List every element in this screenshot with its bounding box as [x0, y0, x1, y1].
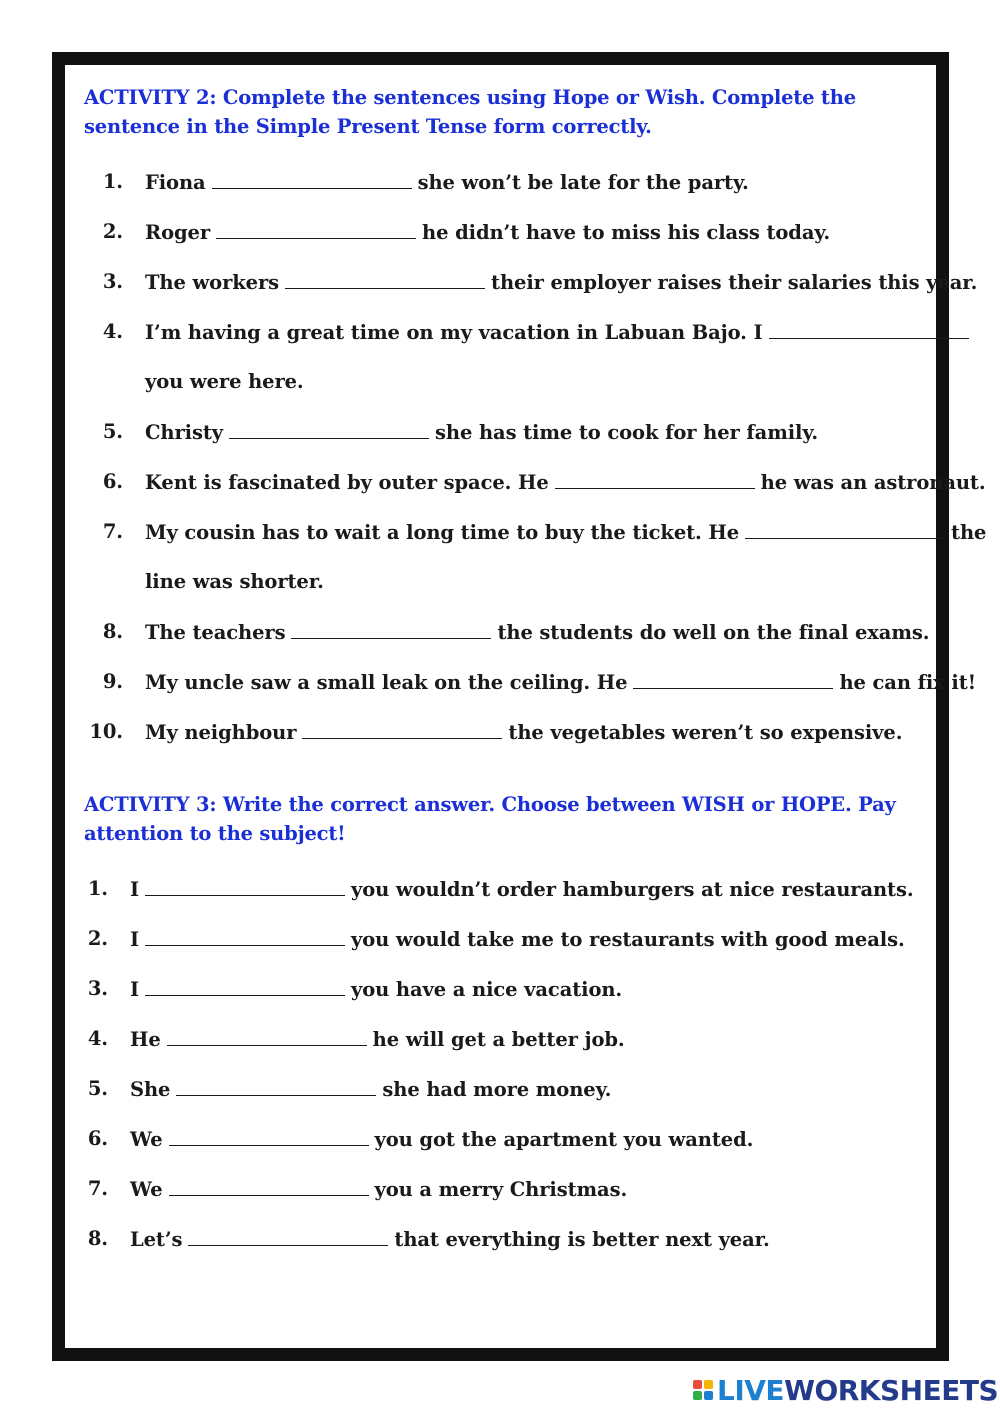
- item-number: 2.: [102, 220, 123, 243]
- item-number: 6.: [102, 470, 123, 493]
- sentence-start: Fiona: [145, 171, 206, 194]
- activity-2-heading: ACTIVITY 2: Complete the sentences using Hope or Wish. Complete the sentence in the Simple Present Tense form correctly.: [84, 86, 856, 138]
- answer-blank[interactable]: [633, 670, 833, 689]
- sentence-end: she had more money.: [382, 1078, 612, 1101]
- answer-blank[interactable]: [302, 720, 502, 739]
- sentence-start: My uncle saw a small leak on the ceiling. He: [145, 671, 628, 694]
- sentence-start: My cousin has to wait a long time to buy the ticket. He: [145, 521, 740, 544]
- answer-blank[interactable]: [212, 170, 412, 189]
- item-number: 4.: [87, 1027, 108, 1050]
- sentence-end: he can fix it!: [839, 671, 977, 694]
- sentence-start: Christy: [145, 421, 223, 444]
- answer-blank[interactable]: [216, 220, 416, 239]
- sentence-end: she won’t be late for the party.: [417, 171, 749, 194]
- item-number: 3.: [102, 270, 123, 293]
- sentence-continuation: line was shorter.: [145, 570, 324, 593]
- sentence-start: I: [130, 878, 140, 901]
- sentence-start: We: [130, 1178, 163, 1201]
- answer-blank[interactable]: [176, 1077, 376, 1096]
- logo-text-worksheets: WORKSHEETS: [784, 1373, 999, 1407]
- sentence-end: that everything is better next year.: [394, 1228, 770, 1251]
- sentence-end: she has time to cook for her family.: [435, 421, 819, 444]
- answer-blank[interactable]: [555, 470, 755, 489]
- item-number: 6.: [87, 1127, 108, 1150]
- answer-blank[interactable]: [229, 420, 429, 439]
- sentence-start: The teachers: [145, 621, 286, 644]
- worksheet-page: [65, 65, 936, 1348]
- sentence-start: Kent is fascinated by outer space. He: [145, 471, 549, 494]
- answer-blank[interactable]: [769, 320, 969, 339]
- sentence-start: I: [130, 978, 140, 1001]
- answer-blank[interactable]: [145, 927, 345, 946]
- answer-blank[interactable]: [745, 520, 945, 539]
- answer-blank[interactable]: [167, 1027, 367, 1046]
- item-number: 8.: [87, 1227, 108, 1250]
- sentence-start: He: [130, 1028, 161, 1051]
- sentence-end: you wouldn’t order hamburgers at nice restaurants.: [351, 878, 914, 901]
- sentence-end: you would take me to restaurants with good meals.: [351, 928, 905, 951]
- liveworksheets-logo: [693, 1373, 998, 1407]
- sentence-start: My neighbour: [145, 721, 297, 744]
- sentence-start: I: [130, 928, 140, 951]
- sentence-end: he will get a better job.: [372, 1028, 625, 1051]
- sentence-start: We: [130, 1128, 163, 1151]
- item-number: 3.: [87, 977, 108, 1000]
- answer-blank[interactable]: [169, 1127, 369, 1146]
- activity-3-heading: ACTIVITY 3: Write the correct answer. Choose between WISH or HOPE. Pay attention to the subject!: [84, 793, 896, 845]
- answer-blank[interactable]: [285, 270, 485, 289]
- sentence-end: the: [951, 521, 987, 544]
- item-number: 10.: [89, 720, 123, 743]
- item-number: 5.: [102, 420, 123, 443]
- logo-text-live: LIVE: [717, 1373, 785, 1407]
- item-number: 1.: [102, 170, 123, 193]
- item-number: 5.: [87, 1077, 108, 1100]
- sentence-end: the vegetables weren’t so expensive.: [508, 721, 903, 744]
- sentence-end: you a merry Christmas.: [374, 1178, 628, 1201]
- item-number: 9.: [102, 670, 123, 693]
- answer-blank[interactable]: [188, 1227, 388, 1246]
- sentence-continuation: you were here.: [145, 370, 304, 393]
- item-number: 8.: [102, 620, 123, 643]
- sentence-start: The workers: [145, 271, 280, 294]
- sentence-end: you got the apartment you wanted.: [374, 1128, 754, 1151]
- logo-mark-icon: [693, 1380, 713, 1400]
- answer-blank[interactable]: [169, 1177, 369, 1196]
- sentence-start: Roger: [145, 221, 211, 244]
- item-number: 7.: [102, 520, 123, 543]
- sentence-end: the students do well on the final exams.: [497, 621, 930, 644]
- sentence-start: Let’s: [130, 1228, 183, 1251]
- answer-blank[interactable]: [145, 977, 345, 996]
- sentence-start: I’m having a great time on my vacation in Labuan Bajo. I: [145, 321, 763, 344]
- sentence-end: he didn’t have to miss his class today.: [422, 221, 831, 244]
- sentence-end: their employer raises their salaries this year.: [491, 271, 978, 294]
- sentence-end: he was an astronaut.: [760, 471, 986, 494]
- sentence-end: you have a nice vacation.: [351, 978, 623, 1001]
- item-number: 7.: [87, 1177, 108, 1200]
- item-number: 4.: [102, 320, 123, 343]
- item-number: 1.: [87, 877, 108, 900]
- item-number: 2.: [87, 927, 108, 950]
- answer-blank[interactable]: [291, 620, 491, 639]
- sentence-start: She: [130, 1078, 171, 1101]
- answer-blank[interactable]: [145, 877, 345, 896]
